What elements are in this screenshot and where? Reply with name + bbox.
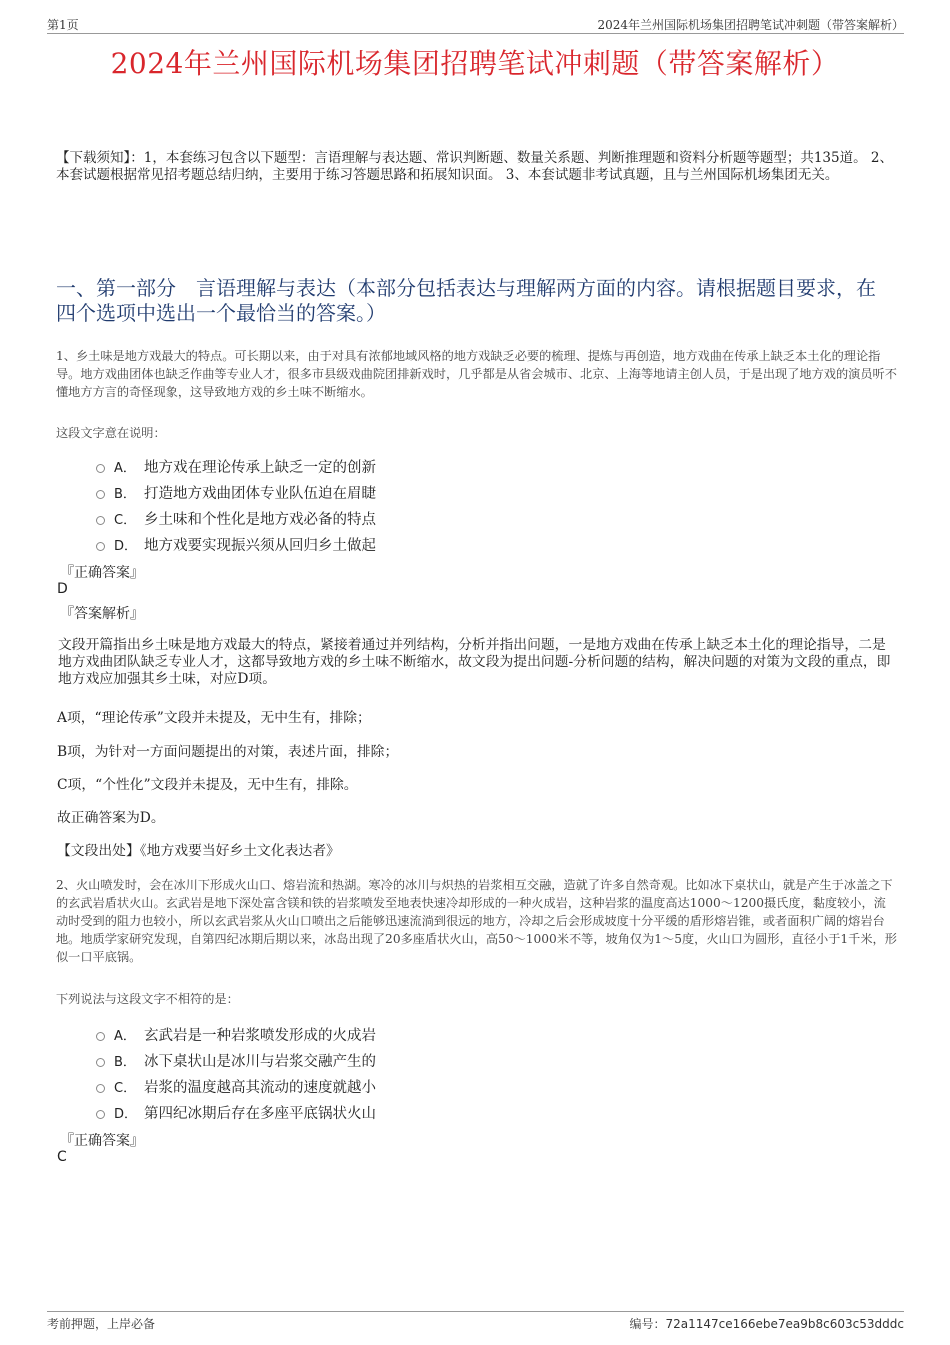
question-1-ask: 这段文字意在说明： — [56, 426, 166, 440]
radio-icon[interactable] — [96, 1058, 105, 1067]
option-d[interactable]: D． 地方戏要实现振兴须从回归乡土做起 — [96, 531, 376, 557]
analysis-line-b: B项，为针对一方面问题提出的对策，表述片面，排除； — [57, 744, 399, 760]
document-title: 2024年兰州国际机场集团招聘笔试冲刺题（带答案解析） — [110, 47, 840, 80]
page-footer — [47, 1311, 904, 1334]
analysis-line-c: C项，“个性化”文段并未提及，无中生有，排除。 — [57, 777, 358, 793]
radio-icon[interactable] — [96, 516, 105, 525]
answer-label: 『正确答案』 — [60, 565, 144, 581]
radio-icon[interactable] — [96, 490, 105, 499]
analysis-text: 文段开篇指出乡土味是地方戏最大的特点，紧接着通过并列结构，分析并指出问题，一是地方戏曲在传承上缺乏本土化的理论指导，二是地方戏曲团队缺乏专业人才，这都导致地方戏的乡土味不断缩水，故文段为提出问题-分析问题的结构，解决问题的对策为文段的重点，即地方戏应加强其乡土味，对应D项。 — [58, 637, 891, 687]
section-title: 一、第一部分 言语理解与表达（本部分包括表达与理解两方面的内容。请根据题目要求，在四个选项中选出一个最恰当的答案。） — [56, 276, 876, 325]
option-b[interactable]: B． 打造地方戏曲团体专业队伍迫在眉睫 — [96, 479, 376, 505]
option-c[interactable]: C． 乡土味和个性化是地方戏必备的特点 — [96, 505, 376, 531]
question-1-stem: 1、乡土味是地方戏最大的特点。可长期以来，由于对具有浓郁地域风格的地方戏缺乏必要的梳理、提炼与再创造，地方戏曲在传承上缺乏本土化的理论指导。地方戏曲团体也缺乏作曲等专业人才，很多市县级戏曲院团排新戏时，几乎都是从省会城市、北京、上海等地请主创人员，于是出现了地方戏的演员听不懂地方方言的奇怪现象，这导致地方戏的乡土味不断缩水。 — [56, 349, 897, 399]
question-2-ask: 下列说法与这段文字不相符的是： — [56, 992, 239, 1006]
answer-value: D — [57, 581, 68, 597]
radio-icon[interactable] — [96, 1032, 105, 1041]
download-notice: 【下载须知】：1，本套练习包含以下题型：言语理解与表达题、常识判断题、数量关系题、判断推理题和资料分析题等题型；共135道。 2、本套试题根据常见招考题总结归纳，主要用于练习答题思路和拓展知识面。 3、本套试题非考试真题，且与兰州国际机场集团无关。 — [56, 150, 893, 183]
option-d[interactable]: D． 第四纪冰期后存在多座平底锅状火山 — [96, 1099, 376, 1125]
footer-code: 编号：72a1147ce166ebe7ea9b8c603c53dddc — [629, 1317, 904, 1331]
question-1-options — [96, 453, 376, 557]
answer-label: 『正确答案』 — [60, 1133, 144, 1149]
option-b[interactable]: B． 冰下桌状山是冰川与岩浆交融产生的 — [96, 1047, 376, 1073]
radio-icon[interactable] — [96, 1110, 105, 1119]
radio-icon[interactable] — [96, 464, 105, 473]
option-a[interactable]: A． 玄武岩是一种岩浆喷发形成的火成岩 — [96, 1021, 376, 1047]
radio-icon[interactable] — [96, 542, 105, 551]
analysis-line-a: A项，“理论传承”文段并未提及，无中生有，排除； — [57, 710, 371, 726]
source-citation: 【文段出处】《地方戏要当好乡土文化表达者》 — [57, 843, 340, 859]
option-a[interactable]: A． 地方戏在理论传承上缺乏一定的创新 — [96, 453, 376, 479]
analysis-label: 『答案解析』 — [60, 606, 144, 622]
footer-slogan: 考前押题，上岸必备 — [47, 1317, 156, 1331]
question-2-stem: 2、火山喷发时，会在冰川下形成火山口、熔岩流和热湖。寒冷的冰川与炽热的岩浆相互交融，造就了许多自然奇观。比如冰下桌状山，就是产生于冰盖之下的玄武岩盾状火山。玄武岩是地下深处富含镁和铁的岩浆喷发至地表快速冷却形成的一种火成岩，这种岩浆的温度高达1000～1200摄氏度，黏度较小，流动时受到的阻力也较小，所以玄武岩浆从火山口喷出之后能够迅速流淌到很远的地方，冷却之后会形成坡度十分平缓的盾形熔岩锥，或者面积广阔的熔岩台地。地质学家研究发现，自第四纪冰期后期以来，冰岛出现了20多座盾状火山，高50～1000米不等，坡角仅为1～5度，火山口为圆形，直径小于1千米，形似一口平底锅。 — [56, 878, 897, 964]
page-header — [47, 13, 904, 34]
answer-value: C — [57, 1149, 67, 1165]
option-c[interactable]: C． 岩浆的温度越高其流动的速度就越小 — [96, 1073, 376, 1099]
question-2-options — [96, 1021, 376, 1125]
radio-icon[interactable] — [96, 1084, 105, 1093]
analysis-conclusion: 故正确答案为D。 — [57, 810, 165, 826]
page-number: 第1页 — [47, 18, 79, 32]
header-doc-title: 2024年兰州国际机场集团招聘笔试冲刺题（带答案解析） — [597, 18, 904, 32]
